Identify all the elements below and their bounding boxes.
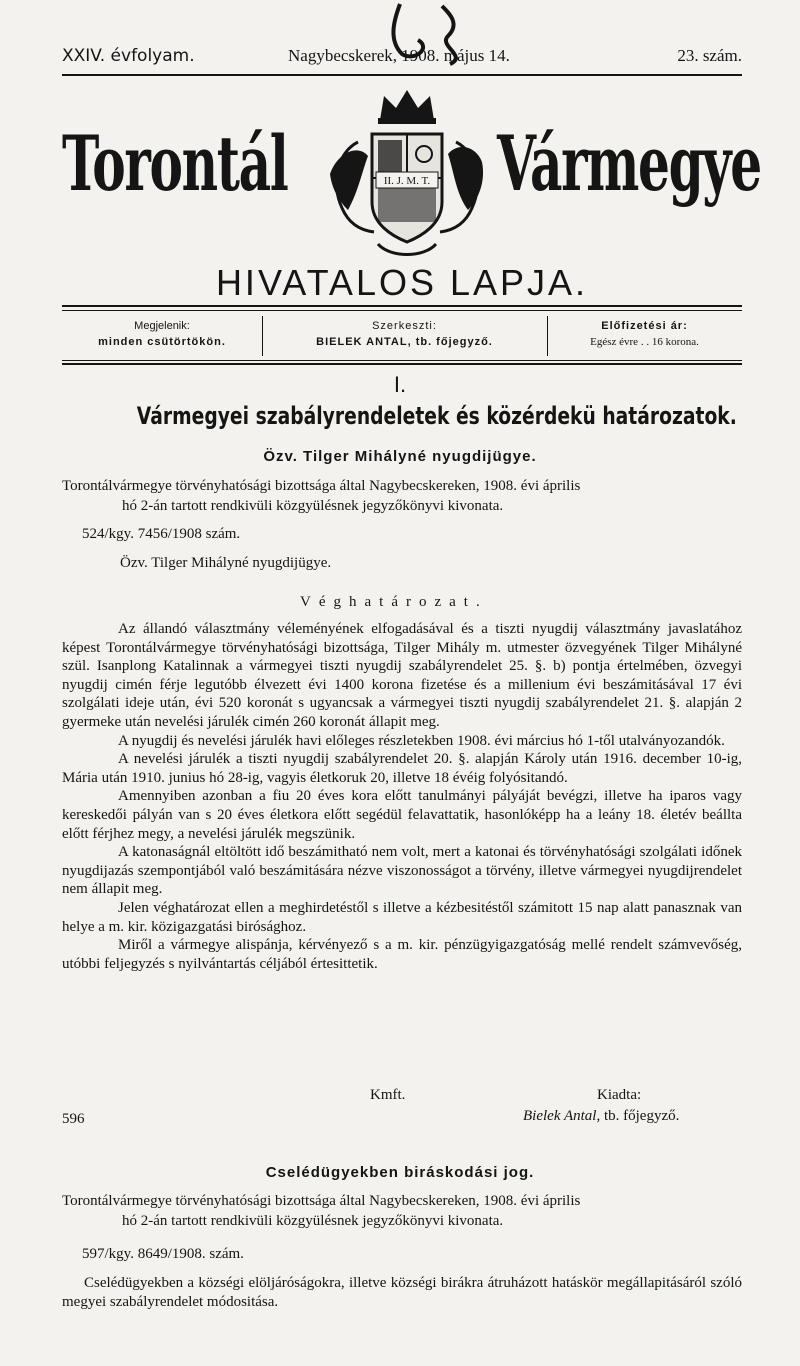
article1-paragraph: Az állandó választmány véleményének elfogadásával és a tiszti nyugdij választmány javaslatához képest Torontálvármegye törvényhatósági bizottsága, Tilger Mihály m. utmester özvegyének Tilger Mihályné szül. Isanplong Katalinnak a vármegyei tiszti nyugdij szabályrendelet 25. §. b) pontja értelmében, özvegyi nyugdij cimén férje legutóbb élvezett évi 1400 korona fizetése és a millenium évi beszámitásával 17 évi szolgálati ideje után, évi 520 koronát s ugyancsak a vármegyei tiszti nyugdij szabályrendelet 21. §. alapján 2 gyermeke után nevelési járulék cimén 260 koronát állapit meg.	[62, 621, 742, 730]
crest-text: II. J. M. T.	[383, 175, 431, 187]
article2-ref: 597/kgy. 8649/1908. szám.	[82, 1246, 244, 1262]
article1-paragraph: A katonaságnál eltöltött idő beszámitható nem volt, mert a katonai és törvényhatósági szolgálati időnek nyugdijazás szempontjából való beszámitására nézve viszonosságot a törvény, illetve vármegyei nyugdijrendelet nem állapit meg.	[62, 844, 742, 898]
info-rule-bottom	[62, 363, 742, 365]
article1-subject: Özv. Tilger Mihályné nyugdijügye.	[120, 555, 332, 571]
article1-paragraph: A nyugdij és nevelési járulék havi előleges részletekben 1908. évi március hó 1-től utalványozandók.	[118, 732, 725, 749]
article1-paragraph: Miről a vármegye alispánja, kérvényező s a m. kir. pénzügyigazgatóság mellé rendelt számvevőség, utóbbi feljegyzés s nyilvántartás céljából értesittetik.	[62, 937, 742, 972]
publish-label: Megjelenik:	[134, 320, 190, 332]
article2-body	[62, 1274, 742, 1311]
article2-paragraph: Cselédügyekben a községi elöljáróságokra, illetve községi birákra átruházott hatáskör megállapitásáról szóló megyei szabályrendelet módositása.	[62, 1275, 742, 1310]
signature-title: tb. főjegyző.	[603, 1108, 680, 1124]
volume-label: XXIV. évfolyam.	[62, 46, 195, 66]
article2-intro-line2: hó 2-án tartott rendkivüli közgyülésnek jegyzőkönyvi kivonata.	[122, 1213, 504, 1229]
article1-paragraph: A nevelési járulék a tiszti nyugdij szabályrendelet 20. §. alapján Károly után 1916. december 10-ig, Mária után 1910. junius hó 28-ig, vagyis életkoruk 20, illetve 18 évéig folyósitandó.	[62, 751, 742, 786]
section-number: I.	[393, 372, 407, 397]
editor-label: Szerkeszti:	[372, 320, 437, 332]
signature-name: Bielek Antal,	[523, 1108, 601, 1124]
section-heading: Vármegyei szabályrendeletek és közérdekü határozatok.	[136, 402, 737, 430]
title-right: Vármegye	[497, 119, 761, 208]
signature	[523, 1108, 743, 1125]
article1-paragraph: Amennyiben azonban a fiu 20 éves kora előtt tanulmányi pályáját bevégzi, illetve ha iparos vagy kereskedői pályán van s 20 éves életkora előtt segédül felavattatik, hasonlóképp ha a leány 18. életév beállta előtt férjhez megy, a nevelési járulék megszünik.	[62, 788, 742, 842]
issued-label: Kiadta:	[597, 1087, 642, 1103]
price-value: Egész évre . . 16 korona.	[590, 336, 699, 348]
publish-info	[62, 318, 262, 350]
article1-body	[62, 620, 742, 973]
article1-intro-line1: Torontálvármegye törvényhatósági bizottsága által Nagybecskereken, 1908. évi április	[62, 478, 581, 494]
info-rule-top	[62, 305, 742, 307]
article1-intro-line2: hó 2-án tartott rendkivüli közgyülésnek jegyzőkönyvi kivonata.	[122, 498, 504, 514]
editor-info	[262, 318, 547, 350]
place-date: Nagybecskerek, 1908. május 14.	[288, 46, 510, 65]
info-rule-top-thin	[62, 310, 742, 311]
subtitle: HIVATALOS LAPJA.	[215, 262, 589, 303]
document-number: 596	[62, 1111, 85, 1127]
publish-value: minden csütörtökön.	[98, 336, 226, 348]
decision-heading: Véghatározat.	[300, 594, 488, 610]
article1-title: Özv. Tilger Mihályné nyugdijügye.	[263, 448, 537, 465]
kmft-label: Kmft.	[370, 1087, 406, 1103]
issue-number: 23. szám.	[677, 46, 742, 65]
article2-intro-line1: Torontálvármegye törvényhatósági bizottsága által Nagybecskereken, 1908. évi április	[62, 1193, 581, 1209]
editor-value: BIELEK ANTAL, tb. főjegyző.	[316, 336, 493, 348]
article2-title: Cselédügyekben biráskodási jog.	[265, 1164, 535, 1181]
info-rule-bottom-thin	[62, 360, 742, 361]
price-label: Előfizetési ár:	[601, 320, 688, 332]
article1-ref: 524/kgy. 7456/1908 szám.	[82, 526, 241, 542]
price-info	[547, 318, 742, 350]
coat-of-arms	[318, 82, 496, 262]
title-left: Torontál	[62, 119, 288, 208]
top-rule	[62, 74, 742, 76]
article1-paragraph: Jelen véghatározat ellen a meghirdetéstől s illetve a kézbesitéstől számitott 15 nap alatt panasznak van helye a m. kir. közigazgatási birósághoz.	[62, 899, 742, 935]
